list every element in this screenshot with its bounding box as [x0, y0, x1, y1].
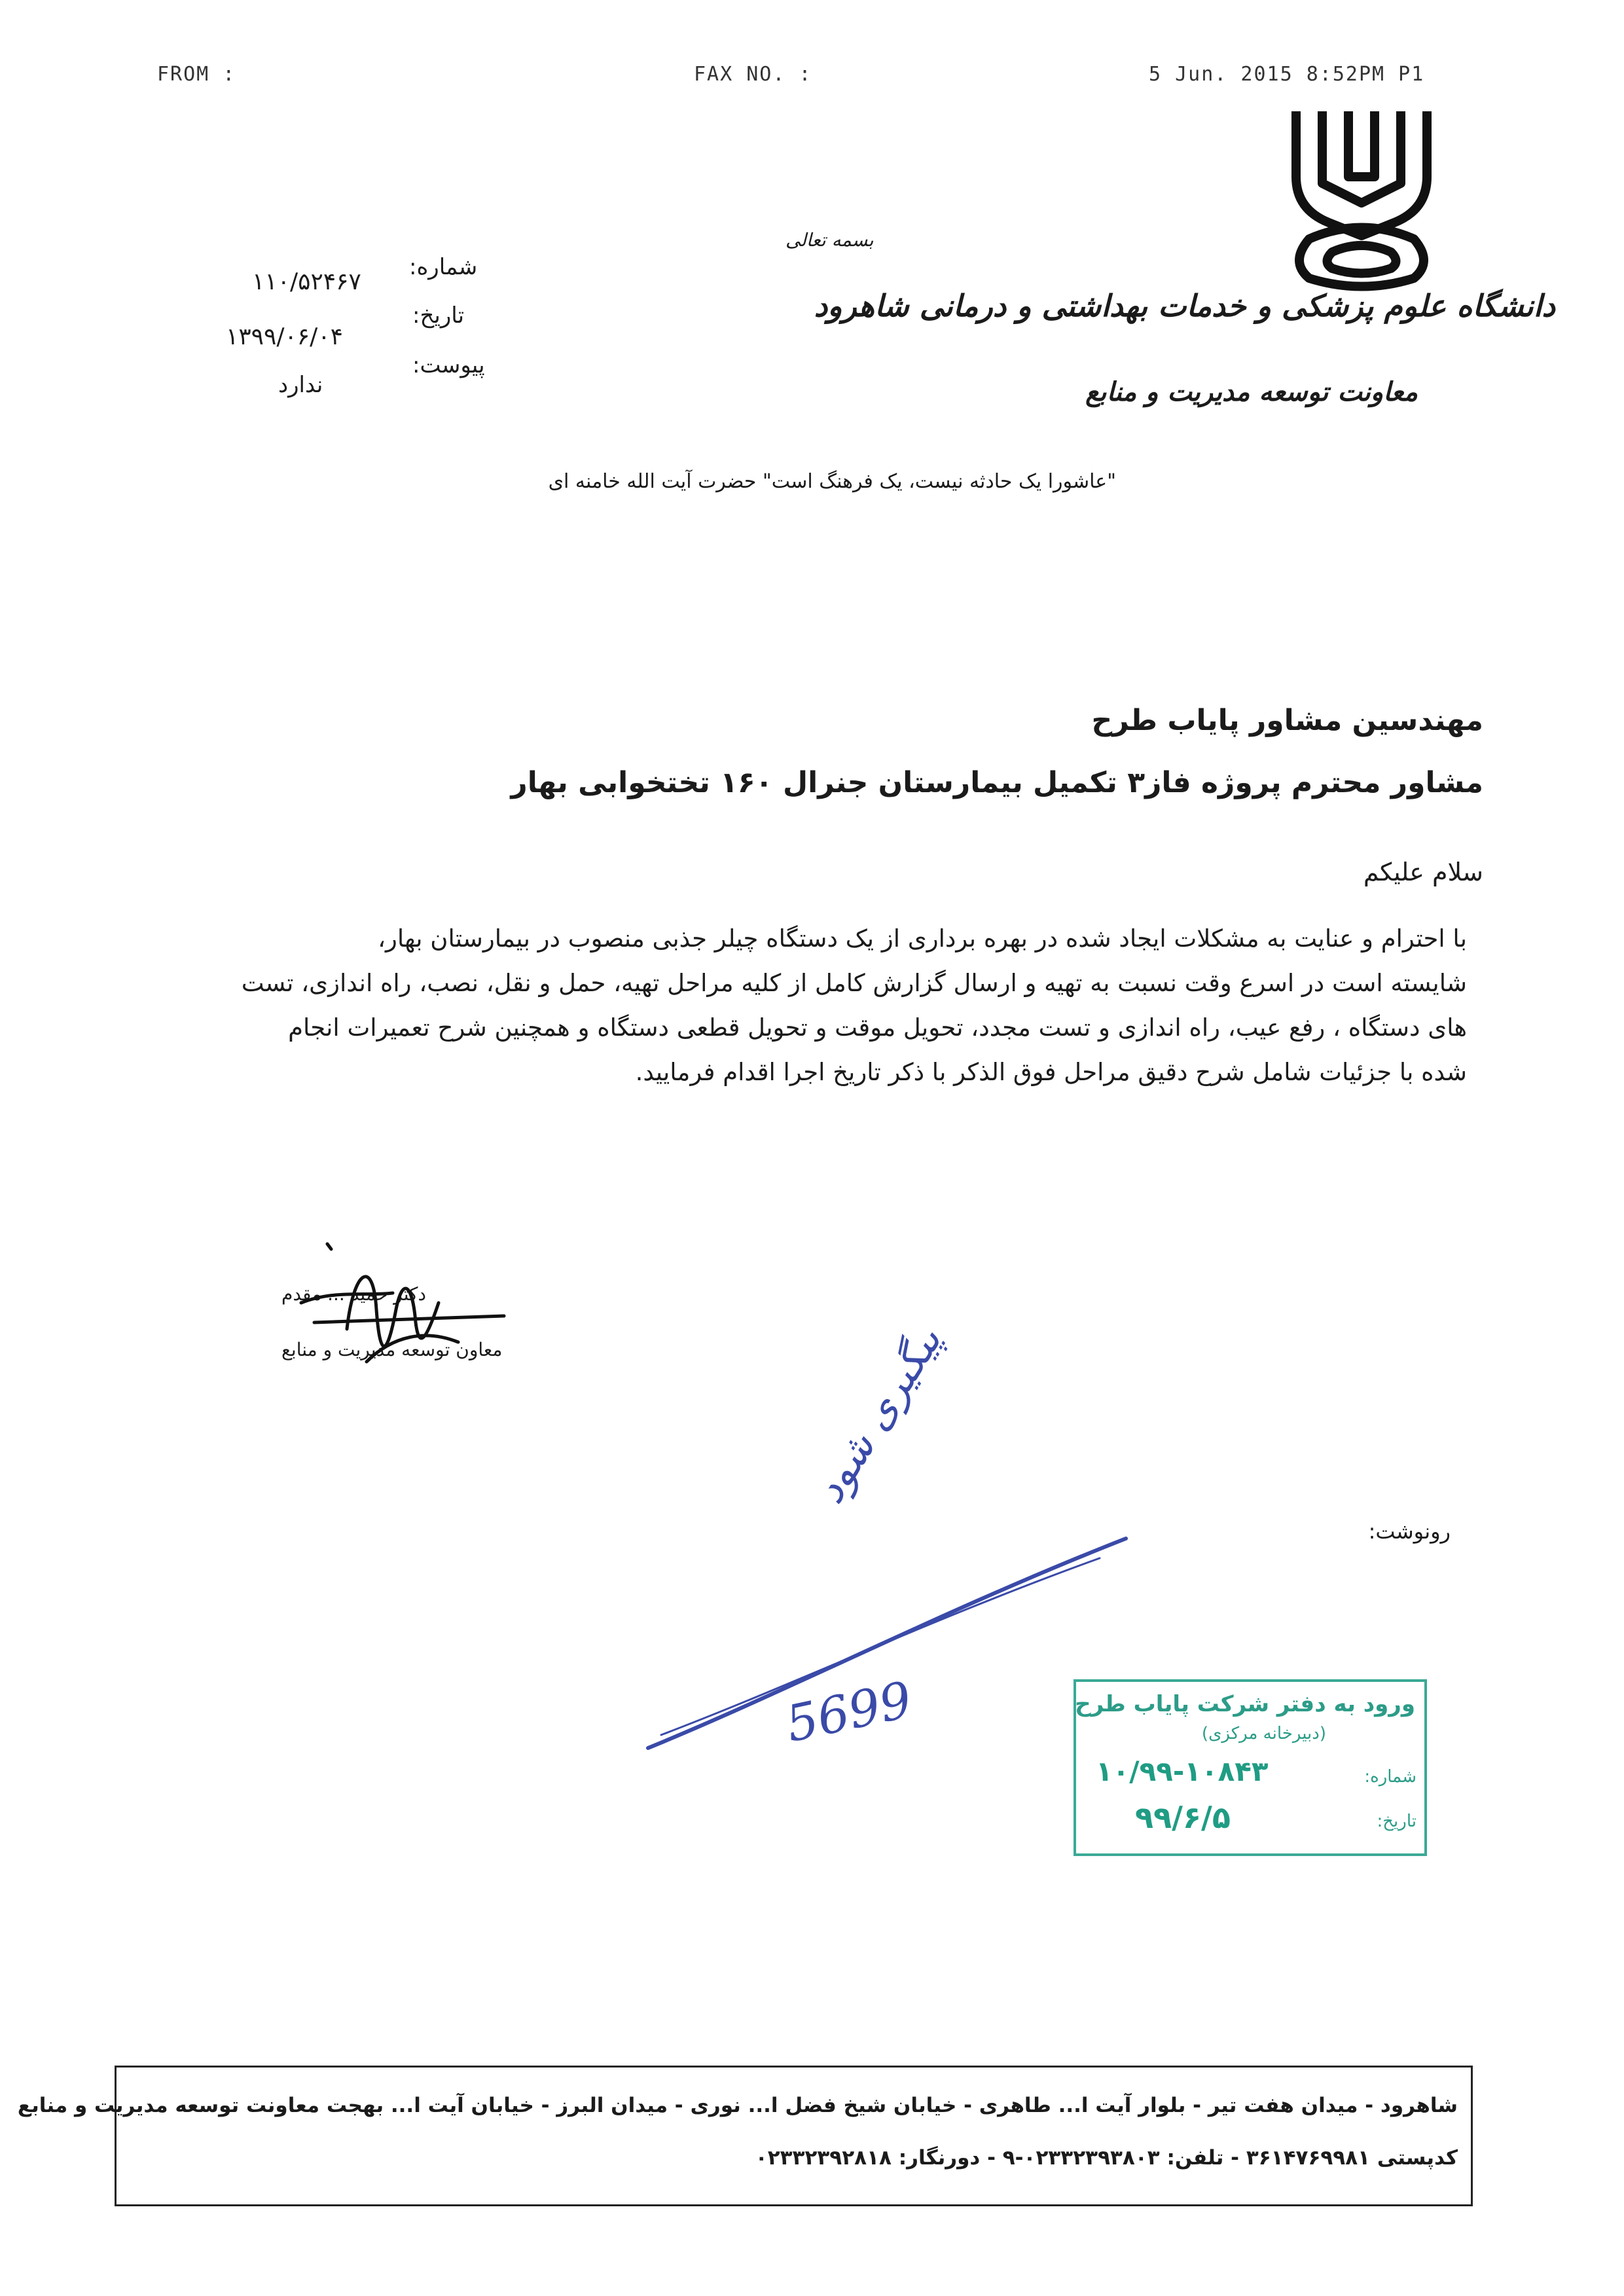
stamp-date-value: ۹۹/۶/۵: [1135, 1800, 1231, 1835]
motto: "عاشورا یک حادثه نیست، یک فرهنگ است" حضرت آیت الله خامنه ای: [548, 470, 1116, 493]
letter-body: [158, 917, 1467, 1095]
bismillah: بسمه تعالی: [785, 229, 874, 251]
footer-contact: کدپستی ۳۶۱۴۷۶۹۹۸۱ - تلفن: ۰۲۳۳۲۳۹۳۸۰۳-۹ - دورنگار: ۰۲۳۳۲۳۹۲۸۱۸: [755, 2146, 1458, 2170]
stamp-subtitle: (دبیرخانه مرکزی): [1201, 1724, 1326, 1743]
body-line: شده با جزئیات شامل شرح دقیق مراحل فوق الذکر با ذکر تاریخ اجرا اقدام فرمایید.: [635, 1058, 1467, 1086]
signer-title: معاون توسعه مدیریت و منابع: [281, 1339, 503, 1360]
letter-number: ۱۱۰/۵۲۴۶۷: [252, 268, 361, 295]
letter-date: ۱۳۹۹/۰۶/۰۴: [226, 323, 343, 350]
recipient-title: مشاور محترم پروژه فاز۳ تکمیل بیمارستان جنرال ۱۶۰ تختخوابی بهار: [511, 766, 1483, 799]
signer-name: دکتر حمید ... مقدم: [281, 1283, 426, 1305]
department-name: معاونت توسعه مدیریت و منابع: [1085, 376, 1418, 407]
footer-address: شاهرود - میدان هفت تیر - بلوار آیت ا... طاهری - خیابان شیخ فضل ا... نوری - میدان البرز - خیابان آیت ا... بهجت معاونت توسعه مدیریت و منابع: [17, 2094, 1458, 2117]
stamp-title: ورود به دفتر شرکت پایاب طرح: [1075, 1691, 1415, 1717]
university-name: دانشگاه علوم پزشکی و خدمات بهداشتی و درمانی شاهرود: [814, 288, 1555, 323]
greeting: سلام علیکم: [1363, 858, 1483, 886]
recipient-company: مهندسین مشاور پایاب طرح: [1091, 704, 1483, 737]
handwritten-note: پیگیری شود: [805, 1318, 951, 1512]
fax-from: FROM :: [157, 63, 236, 86]
body-line: با احترام و عنایت به مشکلات ایجاد شده در بهره برداری از یک دستگاه چیلر جذبی منصوب در بیمارستان بهار،: [378, 924, 1467, 953]
university-logo-icon: [1283, 98, 1440, 295]
stamp-date-label: تاریخ:: [1377, 1812, 1416, 1831]
date-label: تاریخ:: [412, 302, 465, 329]
number-label: شماره:: [409, 254, 478, 280]
stamp-number-value: ۱۰/۹۹-۱۰۸۴۳: [1096, 1755, 1269, 1787]
body-line: شایسته است در اسرع وقت نسبت به تهیه و ارسال گزارش کامل از کلیه مراحل تهیه، حمل و نقل، نصب، راه اندازی، تست: [241, 969, 1467, 997]
attachment-value: ندارد: [278, 372, 323, 398]
signature-scribble-icon: [288, 1231, 524, 1401]
cc-label: رونوشت:: [1368, 1519, 1451, 1544]
body-line: های دستگاه ، رفع عیب، راه اندازی و تست مجدد، تحویل موقت و تحویل قطعی دستگاه و همچنین شرح تعمیرات انجام: [288, 1013, 1467, 1042]
receipt-stamp: [1074, 1679, 1427, 1856]
fax-number: FAX NO. :: [694, 63, 812, 86]
stamp-number-label: شماره:: [1364, 1767, 1416, 1787]
handwritten-number: 5699: [780, 1669, 917, 1754]
fax-date-time: 5 Jun. 2015 8:52PM P1: [1149, 63, 1425, 86]
footer-box: [17, 2066, 1473, 2206]
attachment-label: پیوست:: [412, 352, 485, 378]
